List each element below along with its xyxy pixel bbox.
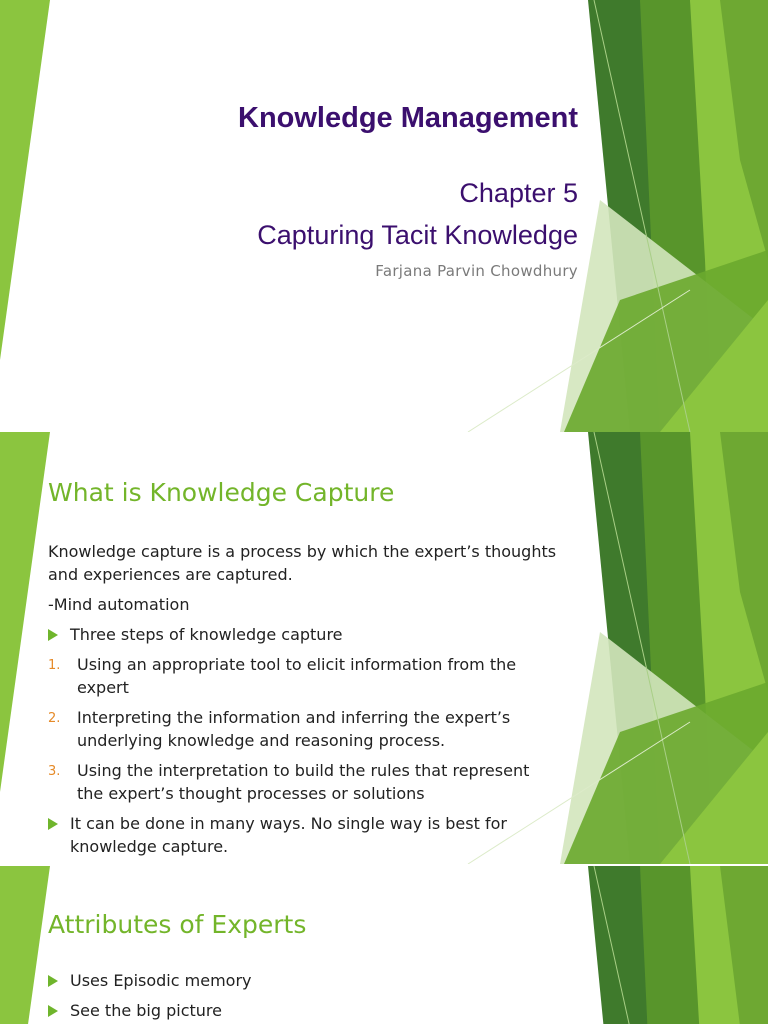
slide-heading: Attributes of Experts: [48, 910, 307, 939]
knowledge-capture-slide: [0, 432, 768, 866]
bullet-arrow-icon: [48, 1005, 58, 1017]
bullet-item: [48, 969, 558, 992]
item-text: Using an appropriate tool to elicit information from the expert: [77, 655, 517, 697]
intro-text: Knowledge capture is a process by which the expert’s thoughts and experiences are captured.: [48, 542, 557, 584]
item-number: 2.: [48, 711, 61, 726]
item-number: 3.: [48, 764, 61, 779]
bullet-item: [48, 812, 558, 858]
attributes-slide: [0, 866, 768, 1024]
bullet-item: [48, 623, 558, 646]
numbered-item: [48, 706, 558, 752]
item-number: 1.: [48, 658, 61, 673]
chapter-subtitle: Capturing Tacit Knowledge: [257, 220, 578, 250]
chapter-label: Chapter 5: [459, 178, 578, 208]
bullet-text: See the big picture: [70, 1001, 222, 1020]
presentation-title: Knowledge Management: [238, 102, 578, 134]
note-text: -Mind automation: [48, 595, 190, 614]
bullet-text: It can be done in many ways. No single way is best for knowledge capture.: [70, 814, 507, 856]
bullet-item: [48, 999, 558, 1022]
bullet-arrow-icon: [48, 629, 58, 641]
bullet-arrow-icon: [48, 975, 58, 987]
numbered-item: [48, 759, 558, 805]
slide-decoration: [0, 0, 768, 432]
bullet-arrow-icon: [48, 818, 58, 830]
numbered-item: [48, 653, 558, 699]
slide-body: [48, 540, 558, 865]
bullet-text: Three steps of knowledge capture: [70, 625, 343, 644]
title-slide: [0, 0, 768, 432]
item-text: Interpreting the information and inferring the expert’s underlying knowledge and reasoning process.: [77, 708, 511, 750]
bullet-text: Uses Episodic memory: [70, 971, 252, 990]
author-name: Farjana Parvin Chowdhury: [375, 262, 578, 280]
slide-heading: What is Knowledge Capture: [48, 478, 395, 507]
slide-body: [48, 969, 558, 1024]
item-text: Using the interpretation to build the rules that represent the expert’s thought processes or solutions: [77, 761, 530, 803]
